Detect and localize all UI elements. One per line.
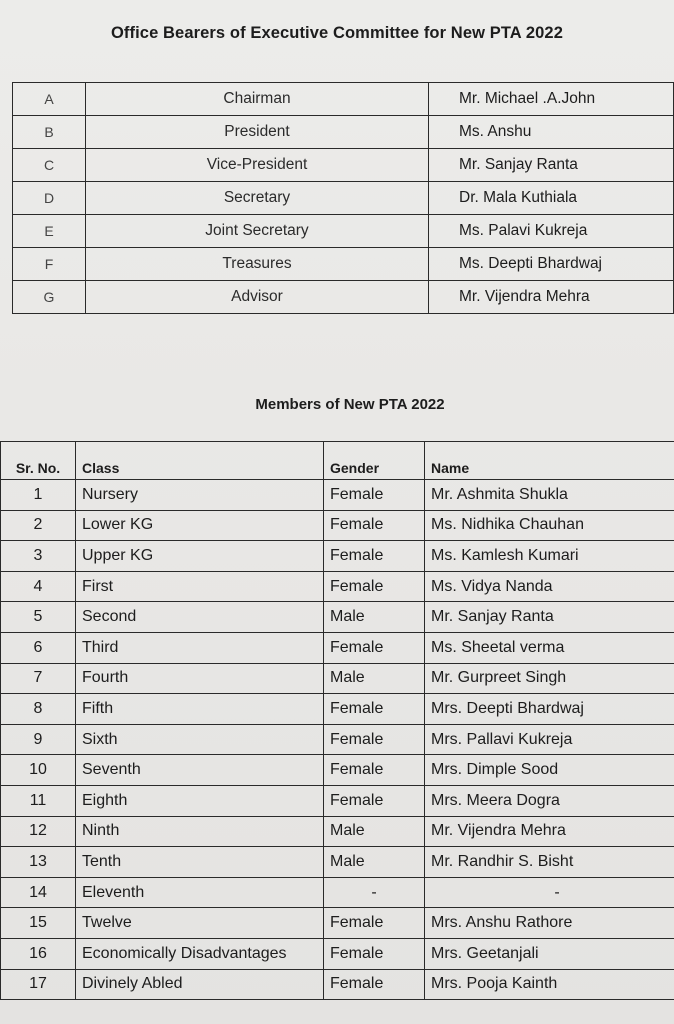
member-row [1, 877, 674, 908]
member-class: Third [76, 632, 324, 663]
member-sr-no: 3 [1, 541, 76, 572]
member-gender: Male [324, 847, 425, 878]
member-row [1, 938, 674, 969]
member-gender: Male [324, 816, 425, 847]
member-class: Fourth [76, 663, 324, 694]
member-gender: Female [324, 694, 425, 725]
member-row [1, 663, 674, 694]
office-bearer-row [13, 215, 674, 248]
header-gender: Gender [324, 442, 425, 480]
office-bearer-row [13, 248, 674, 281]
member-class: Sixth [76, 724, 324, 755]
member-class: Upper KG [76, 541, 324, 572]
member-sr-no: 14 [1, 877, 76, 908]
office-role: Chairman [86, 83, 429, 116]
office-bearer-row [13, 83, 674, 116]
members-title: Members of New PTA 2022 [255, 396, 445, 413]
member-class: Seventh [76, 755, 324, 786]
member-class: Eleventh [76, 877, 324, 908]
office-code: A [13, 83, 86, 116]
member-gender: Male [324, 602, 425, 633]
office-bearer-row [13, 182, 674, 215]
member-gender: Female [324, 571, 425, 602]
office-bearer-row [13, 281, 674, 314]
member-gender: - [324, 877, 425, 908]
member-sr-no: 17 [1, 969, 76, 1000]
office-holder-name: Ms. Palavi Kukreja [429, 215, 674, 248]
member-gender: Male [324, 663, 425, 694]
member-sr-no: 12 [1, 816, 76, 847]
member-sr-no: 6 [1, 632, 76, 663]
members-table [0, 441, 674, 1000]
member-name: Mrs. Meera Dogra [425, 785, 674, 816]
office-code: G [13, 281, 86, 314]
office-code: E [13, 215, 86, 248]
office-role: President [86, 116, 429, 149]
member-name: Mrs. Pooja Kainth [425, 969, 674, 1000]
member-gender: Female [324, 908, 425, 939]
member-sr-no: 1 [1, 480, 76, 511]
member-gender: Female [324, 724, 425, 755]
member-sr-no: 11 [1, 785, 76, 816]
member-row [1, 847, 674, 878]
member-name: - [425, 877, 674, 908]
member-row [1, 571, 674, 602]
office-holder-name: Dr. Mala Kuthiala [429, 182, 674, 215]
member-class: Lower KG [76, 510, 324, 541]
office-role: Vice-President [86, 149, 429, 182]
member-class: Ninth [76, 816, 324, 847]
member-sr-no: 10 [1, 755, 76, 786]
member-sr-no: 8 [1, 694, 76, 725]
office-bearer-row [13, 149, 674, 182]
member-row [1, 785, 674, 816]
member-row [1, 480, 674, 511]
member-name: Mrs. Geetanjali [425, 938, 674, 969]
office-code: F [13, 248, 86, 281]
member-name: Ms. Vidya Nanda [425, 571, 674, 602]
member-gender: Female [324, 480, 425, 511]
office-role: Joint Secretary [86, 215, 429, 248]
member-gender: Female [324, 541, 425, 572]
office-bearers-table [12, 82, 674, 314]
member-name: Mr. Vijendra Mehra [425, 816, 674, 847]
office-code: C [13, 149, 86, 182]
member-gender: Female [324, 785, 425, 816]
member-sr-no: 7 [1, 663, 76, 694]
member-class: Tenth [76, 847, 324, 878]
member-name: Mrs. Dimple Sood [425, 755, 674, 786]
member-sr-no: 13 [1, 847, 76, 878]
office-bearer-row [13, 116, 674, 149]
member-gender: Female [324, 969, 425, 1000]
member-row [1, 816, 674, 847]
member-row [1, 632, 674, 663]
member-name: Mrs. Deepti Bhardwaj [425, 694, 674, 725]
member-name: Mr. Ashmita Shukla [425, 480, 674, 511]
member-sr-no: 16 [1, 938, 76, 969]
member-sr-no: 2 [1, 510, 76, 541]
member-name: Ms. Kamlesh Kumari [425, 541, 674, 572]
member-class: Twelve [76, 908, 324, 939]
office-holder-name: Mr. Vijendra Mehra [429, 281, 674, 314]
member-name: Mr. Gurpreet Singh [425, 663, 674, 694]
member-gender: Female [324, 938, 425, 969]
office-code: B [13, 116, 86, 149]
header-name: Name [425, 442, 674, 480]
header-sr-no: Sr. No. [1, 442, 76, 480]
member-row [1, 510, 674, 541]
member-row [1, 755, 674, 786]
member-sr-no: 9 [1, 724, 76, 755]
member-class: Divinely Abled [76, 969, 324, 1000]
member-class: Second [76, 602, 324, 633]
member-row [1, 908, 674, 939]
member-name: Mr. Sanjay Ranta [425, 602, 674, 633]
office-holder-name: Mr. Sanjay Ranta [429, 149, 674, 182]
member-row [1, 541, 674, 572]
member-row [1, 694, 674, 725]
office-role: Advisor [86, 281, 429, 314]
header-class: Class [76, 442, 324, 480]
office-holder-name: Ms. Deepti Bhardwaj [429, 248, 674, 281]
member-class: Fifth [76, 694, 324, 725]
member-class: First [76, 571, 324, 602]
member-row [1, 602, 674, 633]
member-gender: Female [324, 755, 425, 786]
member-class: Nursery [76, 480, 324, 511]
member-gender: Female [324, 632, 425, 663]
member-name: Mr. Randhir S. Bisht [425, 847, 674, 878]
member-sr-no: 5 [1, 602, 76, 633]
member-sr-no: 4 [1, 571, 76, 602]
member-row [1, 969, 674, 1000]
member-name: Mrs. Anshu Rathore [425, 908, 674, 939]
members-header-row [1, 442, 674, 480]
member-name: Ms. Nidhika Chauhan [425, 510, 674, 541]
member-class: Economically Disadvantages [76, 938, 324, 969]
member-name: Mrs. Pallavi Kukreja [425, 724, 674, 755]
member-sr-no: 15 [1, 908, 76, 939]
office-bearers-title: Office Bearers of Executive Committee for New PTA 2022 [111, 24, 563, 42]
office-role: Treasures [86, 248, 429, 281]
office-code: D [13, 182, 86, 215]
member-name: Ms. Sheetal verma [425, 632, 674, 663]
office-holder-name: Mr. Michael .A.John [429, 83, 674, 116]
member-row [1, 724, 674, 755]
member-class: Eighth [76, 785, 324, 816]
office-holder-name: Ms. Anshu [429, 116, 674, 149]
office-role: Secretary [86, 182, 429, 215]
member-gender: Female [324, 510, 425, 541]
